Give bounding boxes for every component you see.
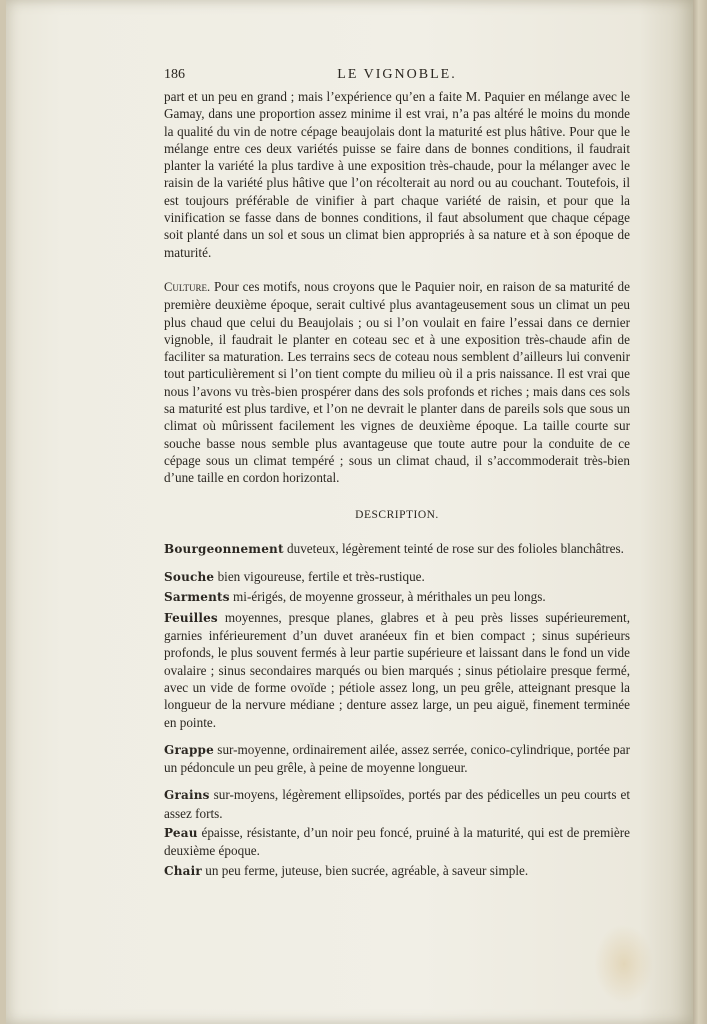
entry-text: sur-moyens, légèrement ellipsoïdes, portés par des pédicelles un peu courts et assez forts. xyxy=(164,787,630,821)
paragraph-vinification: part et un peu en grand ; mais l’expérience qu’en a faite M. Paquier en mélange avec le Gamay, dans une proportion assez minime il est vrai, n’a pas altéré le moins du monde la qualité du vin de notre cépage beaujolais dont la maturité est plus hâtive. Pour que le mélange entre ces deux variétés puisse se faire dans de bonnes conditions, il faudrait planter la variété la plus tardive à une exposition très-chaude, pour la mélanger avec le raisin de la variété plus hâtive que l’on récolterait au nord ou au couchant. Toutefois, il est toujours préférable de vinifier à part chaque variété de raisin, et pour que la vinification se fasse dans de bonnes conditions, il faut absolument que chaque cépage soit planté dans un sol et sous un climat bien appropriés à sa nature et à son époque de maturité. xyxy=(164,89,630,260)
entry-sarments xyxy=(164,588,630,606)
entry-text: sur-moyenne, ordinairement ailée, assez serrée, conico-cylindrique, portée par un pédoncule un peu grêle, à peine de moyenne longueur. xyxy=(164,741,630,776)
entry-grains xyxy=(164,786,630,822)
page-number: 186 xyxy=(164,67,185,82)
entry-text: un peu ferme, juteuse, bien sucrée, agréable, à saveur simple. xyxy=(201,862,529,878)
entry-souche xyxy=(164,568,630,586)
page-content xyxy=(164,66,630,880)
entry-text: épaisse, résistante, d’un noir peu foncé, pruiné à la maturité, qui est de première deuxième époque. xyxy=(164,824,630,859)
book-edge xyxy=(693,0,707,1024)
running-head xyxy=(164,66,630,86)
entry-term: Chair xyxy=(164,863,202,878)
entry-text: mi-érigés, de moyenne grosseur, à mérithales un peu longs. xyxy=(229,589,546,605)
entry-term: Grains xyxy=(164,788,210,803)
entry-term: Grappe xyxy=(164,742,214,757)
entry-chair xyxy=(164,862,630,880)
book-page xyxy=(6,0,694,1024)
entry-text: bien vigoureuse, fertile et très-rustique. xyxy=(214,569,425,585)
culture-lead: Culture. xyxy=(164,279,211,294)
entry-term: Sarments xyxy=(164,590,230,605)
entry-text: moyennes, presque planes, glabres et à peu près lisses supérieurement, garnies inférieurement d’un duvet aranéeux fin et bien compact ; sinus supérieurs profonds, le plus souvent fermés à leur partie supérieure et laissant dans le fond un vide ovalaire ; sinus secondaires marqués ou bien marqués ; sinus pétiolaire presque fermé, avec un vide de forme ovoïde ; pétiole assez long, un peu grêle, atteignant presque la longueur de la nervure médiane ; denture assez large, un peu aiguë, finement terminée en pointe. xyxy=(164,609,630,730)
page-title: LE VIGNOBLE. xyxy=(337,67,457,82)
entry-bourgeonnement xyxy=(164,540,630,558)
section-heading-description: DESCRIPTION. xyxy=(355,508,439,521)
entry-feuilles xyxy=(164,609,630,731)
entry-grappe xyxy=(164,741,630,777)
paper-stain xyxy=(594,924,654,1004)
entry-term: Feuilles xyxy=(164,610,218,625)
entry-term: Peau xyxy=(164,825,198,840)
entry-text: duveteux, légèrement teinté de rose sur des folioles blanchâtres. xyxy=(283,540,624,556)
entry-peau xyxy=(164,824,630,860)
culture-text: Pour ces motifs, nous croyons que le Paquier noir, en raison de sa maturité de première deuxième époque, serait cultivé plus avantageusement sous un climat un peu plus chaud que celui du Beaujolais ; ou si l’on voulait en faire l’essai dans ce dernier vignoble, il faudrait le planter en coteau sec et à une exposition très-chaude afin de faciliter sa maturation. Les terrains secs de coteau nous semblent d’ailleurs lui convenir tout particulièrement si l’on tient compte du milieu où il a pris naissance. Il est vrai que nous l’avons vu très-bien prospérer dans des sols profonds et riches ; mais dans ces sols sa maturité est plus tardive, et l’on ne devrait le planter dans de pareils sols que sous un climat où mûrissent facilement les vignes de deuxième époque. La taille courte sur souche basse nous semble plus avantageuse que toute autre pour la conduite de ce cépage sous un climat tempéré ; sous un climat chaud, il s’accommoderait très-bien d’une taille en cordon horizontal. xyxy=(164,278,630,486)
entry-term: Bourgeonnement xyxy=(164,541,284,556)
paragraph-culture xyxy=(164,278,630,487)
entry-term: Souche xyxy=(164,570,215,585)
